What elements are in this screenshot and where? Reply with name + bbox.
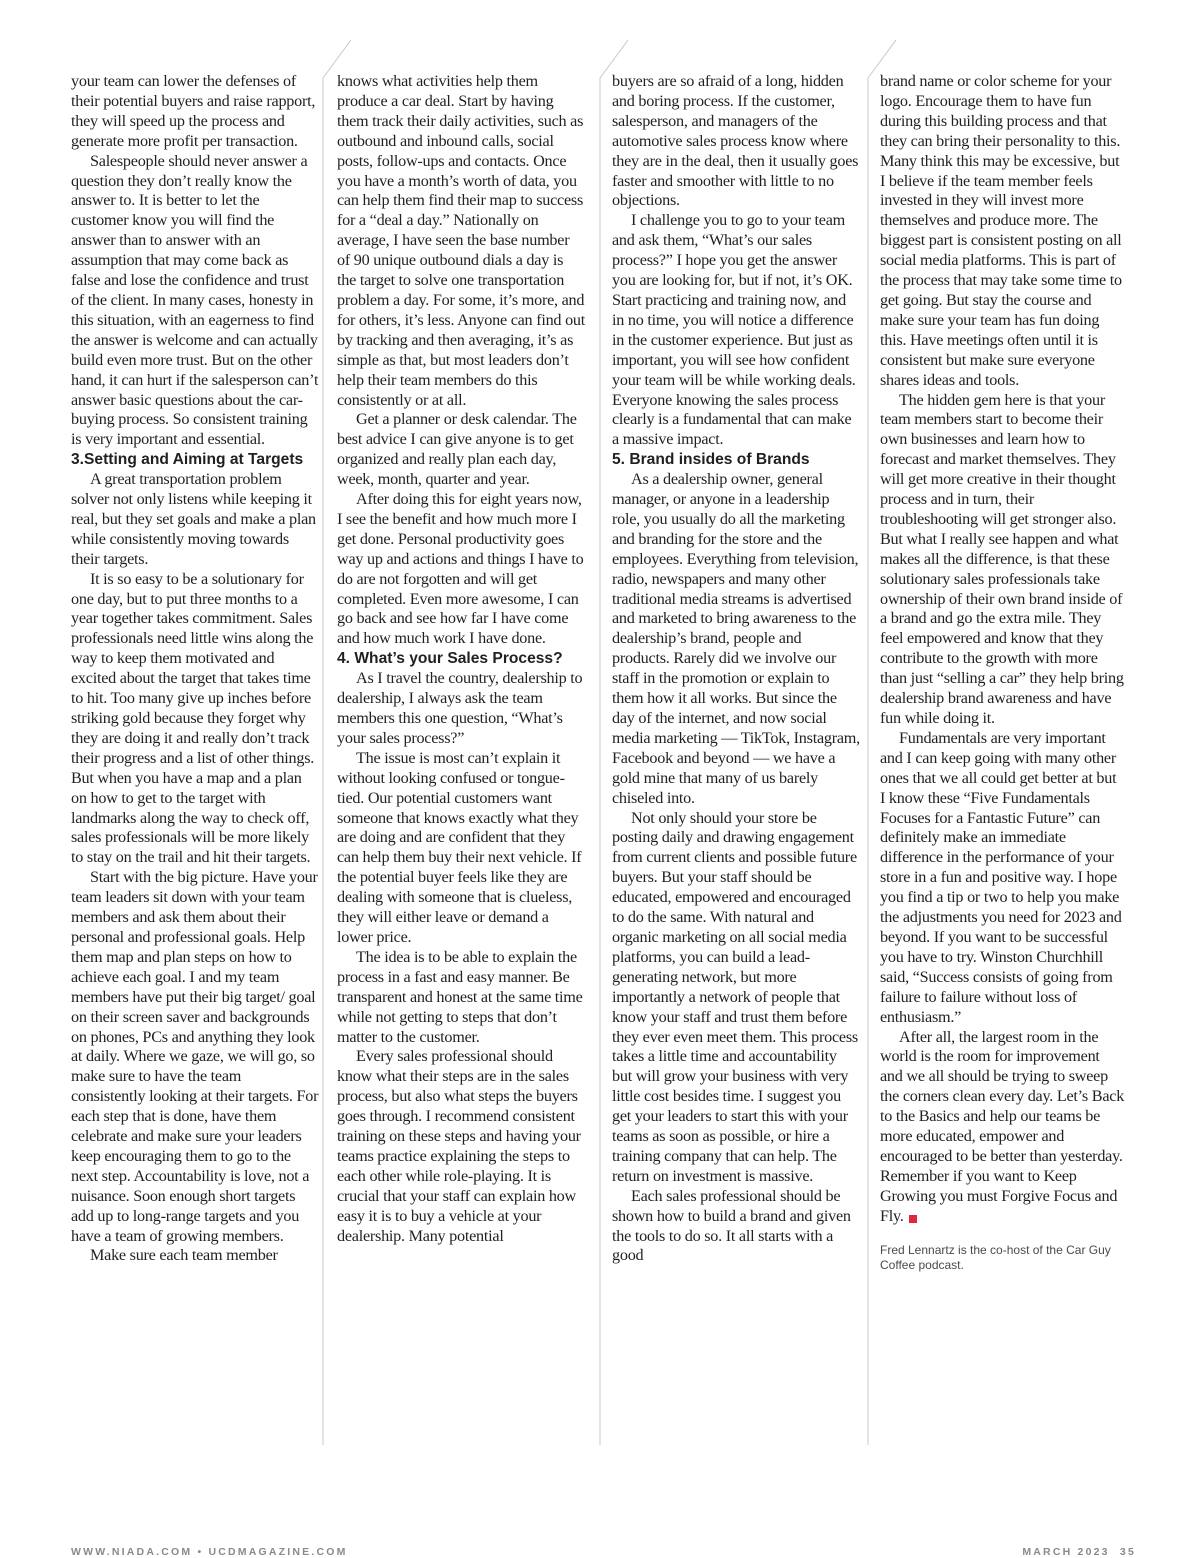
paragraph xyxy=(880,391,1125,729)
section-heading xyxy=(71,450,319,470)
paragraph xyxy=(71,152,319,451)
paragraph xyxy=(337,1047,585,1246)
paragraph xyxy=(880,729,1125,1028)
paragraph-text: The hidden gem here is that your team members start to become their own businesses and learn how to forecast and market themselves. They will get more creative in their thought process and in turn, their troubleshooting will get stronger also. But what I really see happen and what makes all the difference, is that these solutionary sales professionals take ownership of their own brand inside of a brand and go the extra mile. They feel empowered and know that they contribute to the growth with more than just “selling a car” they help bring dealership brand awareness and have fun while doing it. xyxy=(880,390,1124,727)
heading-text: 5. Brand insides of Brands xyxy=(612,451,810,469)
author-bio: Fred Lennartz is the co-host of the Car Guy Coffee podcast. xyxy=(880,1242,1111,1272)
paragraph-text: The idea is to be able to explain the process in a fast and easy manner. Be transparent and honest at the same time while not getting to steps that don’t matter to the customer. xyxy=(337,947,583,1046)
paragraph-text: Fundamentals are very important and I can keep going with many other ones that we all could get better at but I know these “Five Fundamentals Focuses for a Fantastic Future” can definitely make an immediate difference in the performance of your store in a fun and positive way. I hope you find a tip or two to help you make the adjustments you need for 2023 and beyond. If you want to be successful you have to try. Winston Churchhill said, “Success consists of going from failure to failure without loss of enthusiasm.” xyxy=(880,728,1122,1026)
end-mark-icon xyxy=(909,1215,917,1223)
paragraph xyxy=(71,470,319,570)
paragraph xyxy=(612,809,860,1187)
paragraph xyxy=(71,570,319,869)
paragraph-text: After all, the largest room in the world is the room for improvement and we all should be trying to sweep the corners clean every day. Let’s Back to the Basics and help our teams be more educated, empower and encouraged to be better than yesterday. Remember if you want to Keep Growing you must Forgive Focus and Fly. xyxy=(880,1027,1125,1225)
paragraph xyxy=(337,669,585,749)
article-column-3 xyxy=(612,72,860,1266)
paragraph-text: Not only should your store be posting daily and drawing engagement from current clients and possible future buyers. But your staff should be educated, empowered and encouraged to do the same. With natural and organic marketing on all social media platforms, you can build a lead-generating network, but more importantly a network of people that know your staff and trust them before they ever even meet them. This process takes a little time and accountability but will grow your business with very little cost besides time. I suggest you get your leaders to start this with your teams as soon as possible, or hire a training company that can help. The return on investment is massive. xyxy=(612,808,858,1185)
paragraph-text: A great transportation problem solver not only listens while keeping it real, but they set goals and make a plan while consistently moving towards their targets. xyxy=(71,470,316,568)
paragraph xyxy=(337,72,585,410)
paragraph-text: Start with the big picture. Have your team leaders sit down with your team members and ask them about their personal and professional goals. Help them map and plan steps on how to achieve each goal. I and my team members have put their big target/ goal on their screen saver and backgrounds on phones, PCs and anything they look at daily. Where we gaze, we will go, so make sure to have the team consistently looking at their targets. For each step that is done, have them celebrate and make sure your leaders keep encouraging them to go to the next step. Accountability is love, not a nuisance. Soon enough short targets add up to long-range targets and you have a team of growing members. xyxy=(71,868,319,1245)
paragraph-text: Make sure each team member xyxy=(90,1246,278,1265)
paragraph-text: knows what activities help them produce a car deal. Start by having them track their daily activities, such as outbound and inbound calls, social posts, follow-ups and contacts. Once you have a month’s worth of data, you can help them find their map to success for a “deal a day.” Nationally on average, I have seen the base number of 90 unique outbound dials a day is the target to solve one transportation problem a day. For some, it’s more, and for others, it’s less. Anyone can find out by tracking and then averaging, it’s as simple as that, but most leaders don’t help their team members do this consistently or at all. xyxy=(337,72,586,409)
paragraph xyxy=(612,211,860,450)
article-column-4 xyxy=(880,72,1125,1273)
paragraph-text: Every sales professional should know what their steps are in the sales process, but also what steps the buyers goes through. I recommend consistent training on these steps and having your teams practice explaining the steps to each other while role-playing. It is crucial that your staff can explain how easy it is to buy a vehicle at your dealership. Many potential xyxy=(337,1047,581,1245)
paragraph-text: buyers are so afraid of a long, hidden and boring process. If the customer, salesperson, and managers of the automotive sales process know where they are in the deal, then it usually goes faster and smoother with little to no objections. xyxy=(612,72,859,210)
paragraph-text: your team can lower the defenses of their potential buyers and raise rapport, they will speed up the process and generate more profit per transaction. xyxy=(71,72,316,150)
footer-website: WWW.NIADA.COM • UCDMAGAZINE.COM xyxy=(71,1546,348,1558)
paragraph xyxy=(337,490,585,649)
paragraph-text: brand name or color scheme for your logo. Encourage them to have fun during this building process and that they can bring their personality to this. Many think this may be excessive, but I believe if the team member feels invested in they will invest more themselves and produce more. The biggest part is consistent posting on all social media platforms. This is part of the process that may take some time to get going. But stay the course and make sure your team has fun doing this. Have meetings often until it is consistent but make sure everyone shares ideas and tools. xyxy=(880,72,1122,389)
article-column-1 xyxy=(71,72,319,1266)
article-column-2 xyxy=(337,72,585,1246)
heading-text: 4. What’s your Sales Process? xyxy=(337,650,563,668)
paragraph-text: After doing this for eight years now, I see the benefit and how much more I get done. Personal productivity goes way up and actions and things I have to do are not forgotten and will get completed. Even more awesome, I can go back and see how far I have come and how much work I have done. xyxy=(337,490,584,648)
paragraph xyxy=(612,72,860,211)
paragraph-text: Each sales professional should be shown how to build a brand and given the tools to do so. It all starts with a good xyxy=(612,1186,851,1265)
paragraph xyxy=(612,470,860,808)
paragraph-text: Get a planner or desk calendar. The best advice I can give anyone is to get organized and really plan each day, week, month, quarter and year. xyxy=(337,410,577,489)
paragraph xyxy=(71,1246,319,1266)
footer-issue-page: MARCH 2023 35 xyxy=(1022,1546,1136,1558)
paragraph-text: Salespeople should never answer a question they don’t really know the answer to. It is better to let the customer know you will find the answer than to answer with an assumption that may come back as false and lose the confidence and trust of the client. In many cases, honesty in this situation, with an eagerness to find the answer is welcome and can actually build even more trust. But on the other hand, it can hurt if the salesperson can’t answer basic questions about the car-buying process. So consistent training is very important and essential. xyxy=(71,151,319,449)
section-heading xyxy=(337,649,585,669)
paragraph xyxy=(880,72,1125,391)
paragraph xyxy=(337,948,585,1048)
paragraph-text: As a dealership owner, general manager, or anyone in a leadership role, you usually do all the marketing and branding for the store and the employees. Everything from television, radio, newspapers and many other traditional media streams is advertised and marketed to bring awareness to the dealership’s brand, people and products. Rarely did we involve our staff in the promotion or explain to them how it all works. But since the day of the internet, and now social media marketing — TikTok, Instagram, Facebook and beyond — we have a gold mine that many of us barely chiseled into. xyxy=(612,470,860,807)
paragraph xyxy=(71,868,319,1246)
paragraph-text: I challenge you to go to your team and ask them, “What’s our sales process?” I hope you get the answer you are looking for, but if not, it’s OK. Start practicing and training now, and in no time, you will notice a difference in the customer experience. But just as important, you will see how confident your team will be while working deals. Everyone knowing the sales process clearly is a fundamental that can make a massive impact. xyxy=(612,211,856,449)
heading-text: 3.Setting and Aiming at Targets xyxy=(71,451,304,469)
paragraph xyxy=(612,1187,860,1267)
section-heading xyxy=(612,450,860,470)
paragraph-text: It is so easy to be a solutionary for one day, but to put three months to a year together takes commitment. Sales professionals need little wins along the way to keep them motivated and excited about the target that takes time to hit. Too many give up inches before striking gold because they forget why they are doing it and really don’t track their progress and a list of other things. But when you have a map and a plan on how to get to the target with landmarks along the way to check off, sales professionals will be more likely to stay on the trail and hit their targets. xyxy=(71,569,315,867)
paragraph xyxy=(880,1028,1125,1227)
paragraph xyxy=(337,749,585,948)
paragraph-text: As I travel the country, dealership to dealership, I always ask the team members this one question, “What’s your sales process?” xyxy=(337,669,583,747)
paragraph-text: The issue is most can’t explain it without looking confused or tongue-tied. Our potential customers want someone that knows exactly what they are doing and are confident that they can help them buy their next vehicle. If the potential buyer feels like they are dealing with someone that is clueless, they will either leave or demand a lower price. xyxy=(337,748,582,946)
paragraph xyxy=(337,410,585,490)
paragraph xyxy=(71,72,319,152)
